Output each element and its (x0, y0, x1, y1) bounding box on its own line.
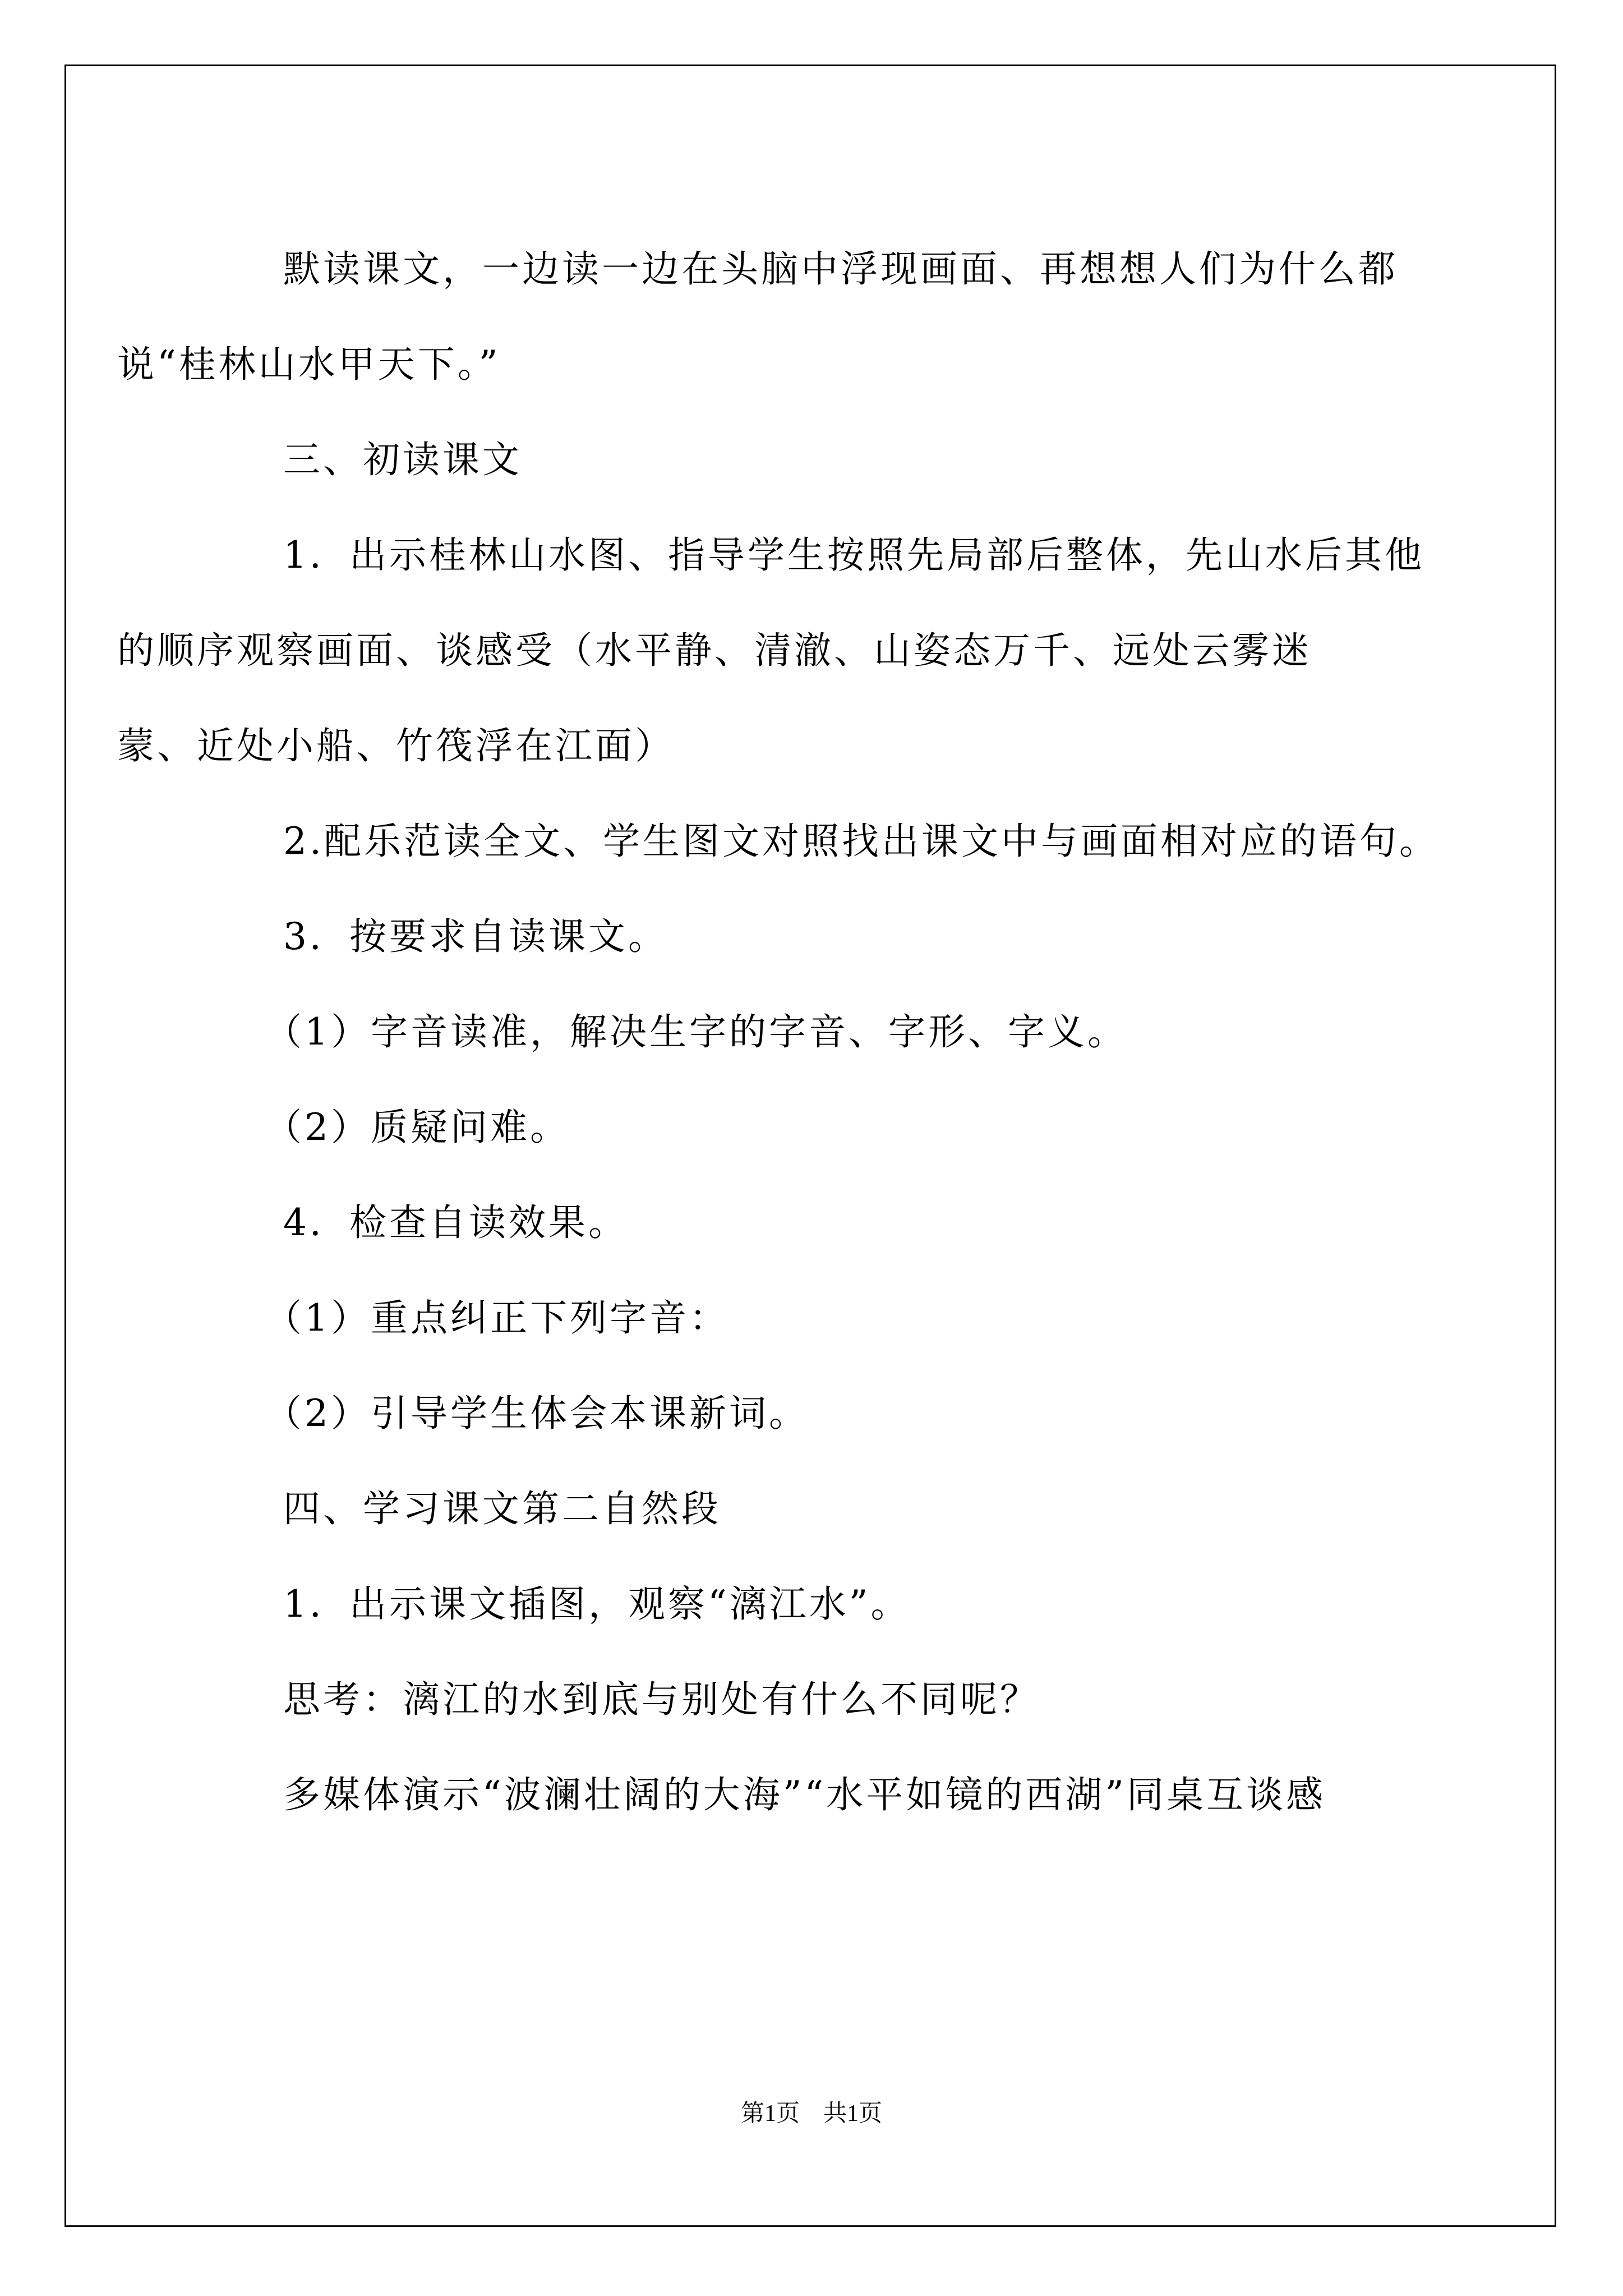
page-number-footer: 第1页 共1页 (740, 2101, 882, 2127)
paragraph-step-3-1: （1）字音读准，解决生字的字音、字形、字义。 (265, 1010, 1127, 1053)
text-line: 说“桂林山水甲天下。” (117, 343, 501, 386)
text-line: 蒙、近处小船、竹筏浮在江面） (117, 724, 675, 767)
paragraph-multimedia: 多媒体演示“波澜壮阔的大海”“水平如镜的西湖”同桌互谈感 (283, 1773, 1326, 1816)
paragraph-step-1 (117, 508, 1431, 794)
paragraph-show-illustration: 1．出示课文插图，观察“漓江水”。 (283, 1582, 911, 1626)
paragraph-step-4: 4．检查自读效果。 (283, 1201, 628, 1244)
text-line: 的顺序观察画面、谈感受（水平静、清澈、山姿态万千、远处云雾迷 (117, 629, 1312, 672)
text-line: 默读课文，一边读一边在头脑中浮现画面、再想想人们为什么都 (283, 247, 1398, 291)
text-line: 1．出示桂林山水图、指导学生按照先局部后整体，先山水后其他 (283, 533, 1424, 577)
paragraph-step-2: 2.配乐范读全文、学生图文对照找出课文中与画面相对应的语句。 (283, 820, 1439, 863)
section-heading-paragraph-two: 四、学习课文第二自然段 (283, 1487, 721, 1530)
paragraph-step-4-1: （1）重点纠正下列字音： (265, 1296, 729, 1340)
paragraph-step-3: 3．按要求自读课文。 (283, 915, 668, 958)
paragraph-step-3-2: （2）质疑问难。 (265, 1106, 570, 1149)
paragraph-step-4-2: （2）引导学生体会本课新词。 (265, 1392, 809, 1435)
paragraph-think: 思考：漓江的水到底与别处有什么不同呢？ (283, 1678, 1040, 1721)
section-heading-first-reading: 三、初读课文 (283, 438, 522, 481)
paragraph-silent-reading (117, 222, 1431, 412)
document-body (117, 222, 1439, 1843)
